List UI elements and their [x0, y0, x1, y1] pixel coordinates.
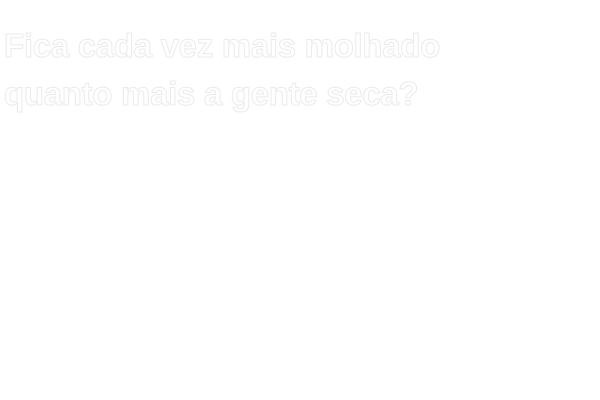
riddle-text	[4, 22, 594, 118]
riddle-line-2: quanto mais a gente seca?	[4, 75, 419, 112]
riddle-line-1: Fica cada vez mais molhado	[4, 27, 441, 64]
